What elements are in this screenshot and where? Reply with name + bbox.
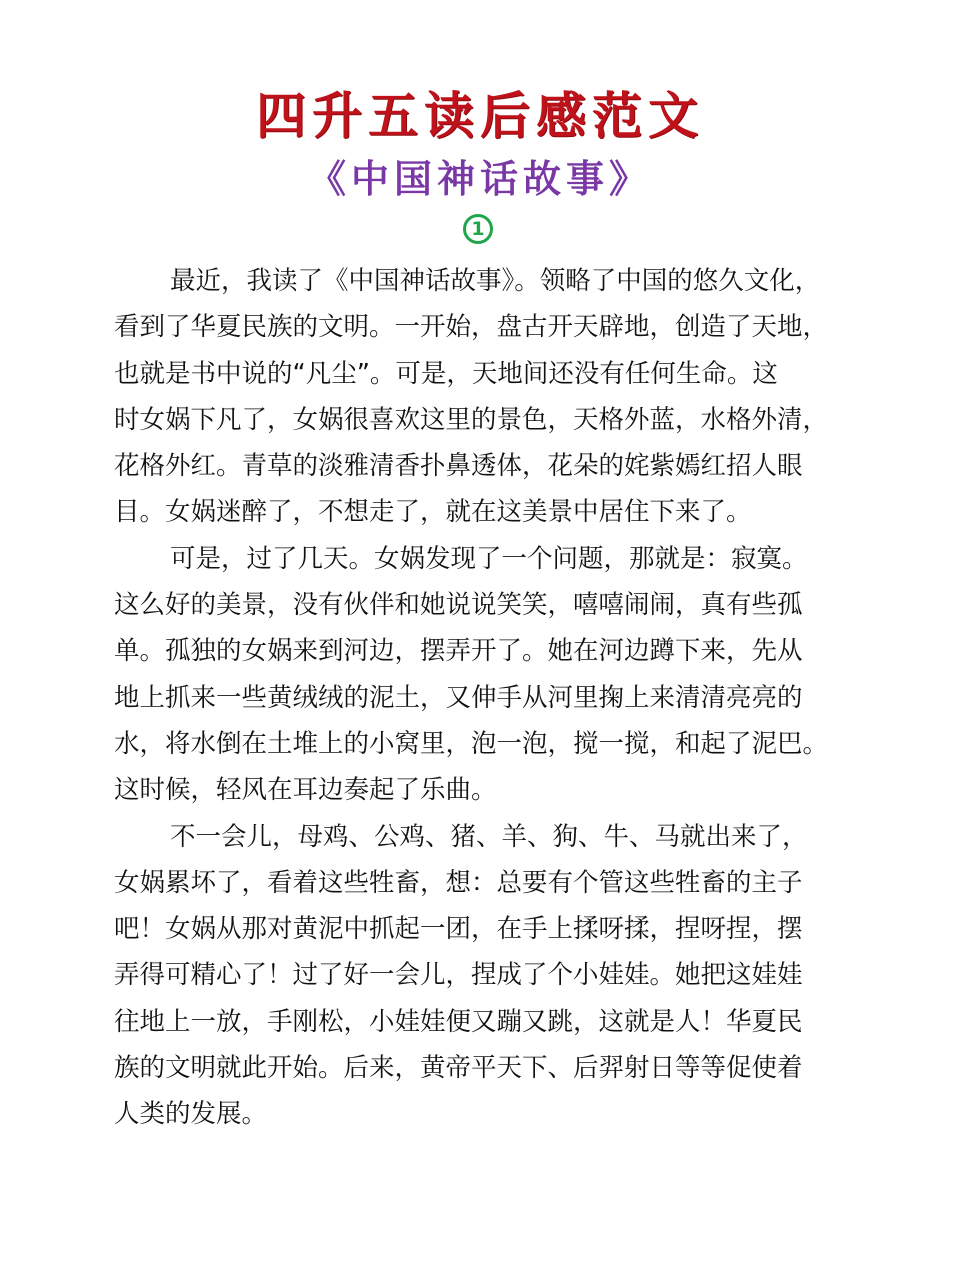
paragraph-1-line: 看到了华夏民族的文明。一开始，盘古开天辟地，创造了天地， [114, 312, 829, 343]
essay-number-badge: 1 [463, 214, 493, 244]
paragraph-1-line: 最近，我读了《中国神话故事》。领略了中国的悠久文化， [170, 266, 821, 296]
page-title: 四升五读后感范文 [256, 86, 704, 145]
paragraph-1-line: 花格外红。青草的淡雅清香扑鼻透体，花朵的姹紫嫣红招人眼 [114, 451, 803, 482]
paragraph-2-line: 这时候，轻风在耳边奏起了乐曲。 [114, 775, 497, 806]
paragraph-2-line: 可是，过了几天。女娲发现了一个问题，那就是：寂寞。 [170, 543, 808, 574]
paragraph-2-line: 这么好的美景，没有伙伴和她说说笑笑，嘻嘻闹闹，真有些孤 [114, 590, 803, 621]
paragraph-3-line: 人类的发展。 [114, 1099, 268, 1130]
paragraph-3-line: 族的文明就此开始。后来，黄帝平天下、后羿射日等等促使着 [114, 1053, 803, 1084]
paragraph-3-line: 不一会儿，母鸡、公鸡、猪、羊、狗、牛、马就出来了， [170, 821, 808, 852]
essay-body [114, 258, 854, 1138]
paragraph-3-line: 吧！女娲从那对黄泥中抓起一团，在手上揉呀揉，捏呀捏，摆 [114, 914, 803, 945]
paragraph-3-line: 女娲累坏了，看着这些牲畜，想：总要有个管这些牲畜的主子 [114, 867, 803, 898]
paragraph-1-line: 也就是书中说的“凡尘”。可是，天地间还没有任何生命。这 [114, 358, 778, 389]
paragraph-1-line: 目。女娲迷醉了，不想走了，就在这美景中居住下来了。 [114, 497, 752, 528]
paragraph-3-line: 弄得可精心了！过了好一会儿，捏成了个小娃娃。她把这娃娃 [114, 960, 803, 991]
paragraph-2-line: 单。孤独的女娲来到河边，摆弄开了。她在河边蹲下来，先从 [114, 636, 803, 667]
paragraph-3-line: 往地上一放，手刚松，小娃娃便又蹦又跳，这就是人！华夏民 [114, 1006, 803, 1037]
paragraph-1-line: 时女娲下凡了，女娲很喜欢这里的景色，天格外蓝，水格外清， [114, 404, 829, 435]
book-title: 《中国神话故事》 [307, 156, 652, 201]
paragraph-2-line: 地上抓来一些黄绒绒的泥土，又伸手从河里掬上来清清亮亮的 [114, 682, 803, 713]
paragraph-2-line: 水，将水倒在土堆上的小窝里，泡一泡，搅一搅，和起了泥巴。 [114, 728, 829, 759]
